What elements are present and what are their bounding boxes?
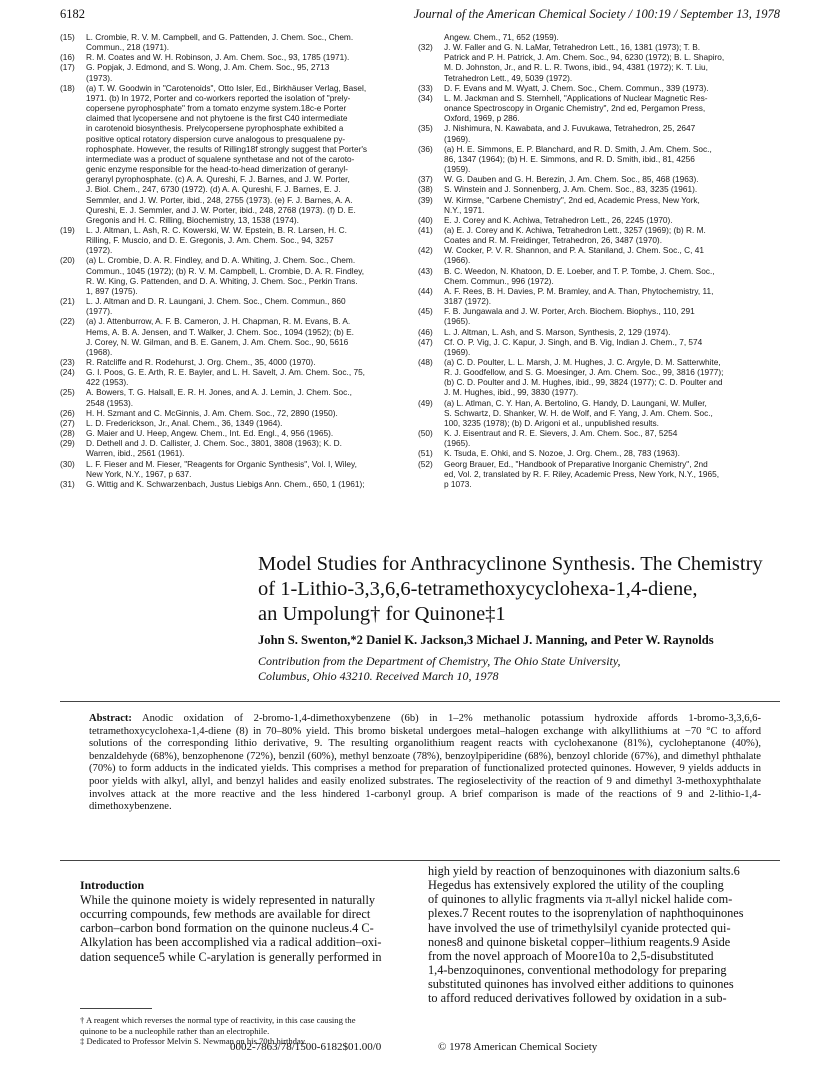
reference-entry xyxy=(418,327,780,337)
reference-entry xyxy=(418,357,780,398)
reference-number: (32) xyxy=(418,42,433,53)
reference-number: (42) xyxy=(418,245,433,256)
reference-number: (36) xyxy=(418,143,433,154)
reference-entry xyxy=(60,225,402,255)
page-number: 6182 xyxy=(60,7,85,21)
article-title: Model Studies for Anthracyclinone Synthesis. The Chemistry of 1-Lithio-3,3,6,6-tetramethoxycyclohexa-1,4-diene, an Umpolung† for Quinone‡1 xyxy=(258,553,763,625)
reference-entry xyxy=(418,428,780,448)
reference-number: (19) xyxy=(60,224,75,235)
reference-number: (34) xyxy=(418,92,433,103)
reference-text: G. Maier and U. Heep, Angew. Chem., Int. Ed. Engl., 4, 956 (1965). xyxy=(86,428,334,439)
reference-entry xyxy=(60,408,402,418)
reference-text: L. F. Fieser and M. Fieser, "Reagents for Organic Synthesis", Vol. I, Wiley, New York, N.Y., 1967, p 637. xyxy=(86,458,357,479)
reference-number: (30) xyxy=(60,458,75,469)
reference-text: L. D. Frederickson, Jr., Anal. Chem., 36, 1349 (1964). xyxy=(86,417,283,428)
reference-text: G. Wittig and K. Schwarzenbach, Justus Liebigs Ann. Chem., 650, 1 (1961); xyxy=(86,478,365,489)
reference-number: (37) xyxy=(418,174,433,185)
reference-text: (a) J. Attenburrow, A. F. B. Cameron, J. H. Chapman, R. M. Evans, B. A. Hems, A. B. A. Jensen, and T. Walker, J. Chem. Soc., 1094 (1952); (b) E. J. Corey, N. W. Gilman, and B. E. Ganem, J. Am. Chem. Soc., 90, 5616 (1968). xyxy=(86,316,354,357)
reference-number: (46) xyxy=(418,326,433,337)
footnote-line: ‡ Dedicated to Professor Melvin S. Newman on his 70th birthday. xyxy=(80,1036,307,1046)
reference-number: (45) xyxy=(418,306,433,317)
reference-number: (26) xyxy=(60,407,75,418)
reference-entry xyxy=(418,42,780,83)
reference-entry xyxy=(418,184,780,194)
reference-text: R. M. Coates and W. H. Robinson, J. Am. Chem. Soc., 93, 1785 (1971). xyxy=(86,52,350,63)
reference-text: F. B. Jungawala and J. W. Porter, Arch. Biochem. Biophys., 110, 291 (1965). xyxy=(444,306,695,327)
reference-text: S. Winstein and J. Sonnenberg, J. Am. Chem. Soc., 83, 3235 (1961). xyxy=(444,184,698,195)
reference-number: (47) xyxy=(418,336,433,347)
reference-entry xyxy=(60,418,402,428)
reference-entry xyxy=(418,448,780,458)
reference-text: J. Nishimura, N. Kawabata, and J. Fuvukawa, Tetrahedron, 25, 2647 (1969). xyxy=(444,123,696,144)
reference-text: A. Bowers, T. G. Halsall, E. R. H. Jones, and A. J. Lemin, J. Chem. Soc., 2548 (1953). xyxy=(86,387,352,408)
reference-text: W. Cocker, P. V. R. Shannon, and P. A. Staniland, J. Chem. Soc., C, 41 (1966). xyxy=(444,245,704,266)
reference-entry xyxy=(418,337,780,357)
reference-entry xyxy=(418,266,780,286)
reference-text: G. Popjak, J. Edmond, and S. Wong, J. Am. Chem. Soc., 95, 2713 (1973). xyxy=(86,62,330,83)
reference-number: (52) xyxy=(418,458,433,469)
reference-entry xyxy=(60,62,402,82)
page-footer xyxy=(230,1041,630,1057)
reference-text: K. Tsuda, E. Ohki, and S. Nozoe, J. Org. Chem., 28, 783 (1963). xyxy=(444,448,680,459)
reference-text: Angew. Chem., 71, 652 (1959). xyxy=(444,32,559,42)
reference-number: (40) xyxy=(418,214,433,225)
introduction-right-column: high yield by reaction of benzoquinones with diazonium salts.6 Hegedus has extensively explored the utility of the coupling of quinones to allylic fragments via π-allyl nickel halide com- plexes.7 Recent routes to the isoprenylation of naphthoquinones have involved the use of trimethylsilyl cyanide protected qui- nones8 and quinone bisketal copper–lithium reagents.9 Aside from the novel approach of Moore10a to 2,5-disubstituted 1,4-benzoquinones, conventional methodology for preparing substituted quinones has involved either additions to quinones to afford reduced derivatives followed by oxidation in a sub- xyxy=(428,864,744,1006)
reference-entry xyxy=(60,83,402,225)
reference-text: W. Kirmse, "Carbene Chemistry", 2nd ed, Academic Press, New York, N.Y., 1971. xyxy=(444,194,700,215)
reference-number: (23) xyxy=(60,357,75,367)
reference-text: H. H. Szmant and C. McGinnis, J. Am. Chem. Soc., 72, 2890 (1950). xyxy=(86,407,338,418)
reference-entry xyxy=(418,195,780,215)
reference-text: Cf. O. P. Vig, J. C. Kapur, J. Singh, and B. Vig, Indian J. Chem., 7, 574 (1969). xyxy=(444,336,703,357)
reference-number: (50) xyxy=(418,428,433,439)
article-affiliation: Contribution from the Department of Chemistry, The Ohio State University, Columbus, Ohio 43210. Received March 10, 1978 xyxy=(258,654,621,683)
reference-text: W. G. Dauben and G. H. Berezin, J. Am. Chem. Soc., 85, 468 (1963). xyxy=(444,174,699,185)
reference-entry xyxy=(418,144,780,174)
reference-entry xyxy=(60,428,402,438)
abstract xyxy=(89,713,761,814)
reference-entry xyxy=(60,296,402,316)
reference-entry xyxy=(60,479,402,489)
reference-text: E. J. Corey and K. Achiwa, Tetrahedron Lett., 26, 2245 (1970). xyxy=(444,214,673,225)
reference-entry xyxy=(418,174,780,184)
reference-text: J. W. Faller and G. N. LaMar, Tetrahedron Lett., 16, 1381 (1973); T. B. Patrick and P. H. Patrick, J. Am. Chem. Soc., 94, 6230 (1972); B. L. Shapiro, M. D. Johnston, Jr., and R. L. R. Twons, ibid., 94, 4381 (1972); K. T. Liu, Tetrahedron Lett., 49, 5039 (1972). xyxy=(444,42,725,83)
reference-text: D. Dethell and J. D. Callister, J. Chem. Soc., 3801, 3808 (1963); K. D. Warren, ibid., 2561 (1961). xyxy=(86,438,342,459)
reference-number: (18) xyxy=(60,82,75,93)
reference-text: (a) H. E. Simmons, E. P. Blanchard, and R. D. Smith, J. Am. Chem. Soc., 86, 1347 (1964); (b) H. E. Simmons, and R. D. Smith, ibid., 81, 4256 (1959). xyxy=(444,143,712,175)
reference-number: (51) xyxy=(418,448,433,459)
reference-text: A. F. Rees, B. H. Davies, P. M. Bramley, and A. Than, Phytochemistry, 11, 3187 (1972). xyxy=(444,285,714,307)
reference-entry xyxy=(60,357,402,367)
copyright-notice: © 1978 American Chemical Society xyxy=(438,1041,598,1053)
reference-number: (27) xyxy=(60,417,75,428)
reference-number: (29) xyxy=(60,438,75,449)
reference-text: L. Crombie, R. V. M. Campbell, and G. Pattenden, J. Chem. Soc., Chem. Commun., 218 (1971). xyxy=(86,32,354,53)
reference-number: (21) xyxy=(60,296,75,307)
reference-number: (24) xyxy=(60,367,75,378)
abstract-top-rule xyxy=(60,701,780,702)
reference-number: (22) xyxy=(60,316,75,327)
reference-number: (16) xyxy=(60,52,75,63)
reference-number: (17) xyxy=(60,62,75,73)
reference-number: (44) xyxy=(418,285,433,296)
footnote-line: quinone to be a nucleophile rather than an electrophile. xyxy=(80,1025,270,1036)
reference-text: B. C. Weedon, N. Khatoon, D. E. Loeber, and T. P. Tombe, J. Chem. Soc., Chem. Commun., 996 (1972). xyxy=(444,265,715,286)
reference-text: (a) C. D. Poulter, L. L. Marsh, J. M. Hughes, J. C. Argyle, D. M. Satterwhite, R. J. Goodfellow, and S. G. Moesinger, J. Am. Chem. Soc., 99, 3816 (1977); (b) C. D. Poulter and J. M. Hughes, ibid., 99, 3824 (1977); C. D. Poulter and J. M. Hughes, ibid., 99, 3830 (1977). xyxy=(444,357,724,398)
reference-number: (43) xyxy=(418,265,433,276)
article-authors: John S. Swenton,*2 Daniel K. Jackson,3 Michael J. Manning, and Peter W. Raynolds xyxy=(258,633,714,647)
reference-entry xyxy=(418,215,780,225)
reference-entry xyxy=(418,93,780,123)
references-right-column xyxy=(418,32,780,489)
reference-entry xyxy=(418,398,780,428)
reference-entry xyxy=(418,286,780,306)
reference-number: (48) xyxy=(418,357,433,367)
reference-text: (a) L. Atlman, C. Y. Han, A. Bertolino, G. Handy, D. Laungani, W. Muller, S. Schwartz, D. Shanker, W. H. de Wolf, and F. Yang, J. Am. Chem. Soc., 100, 3235 (1978); (b) D. Arigoni et al., unpublished results. xyxy=(444,397,713,428)
footnote-line: † A reagent which reverses the normal type of reactivity, in this case causing the xyxy=(80,1015,356,1025)
reference-number: (28) xyxy=(60,428,75,439)
reference-entry xyxy=(60,387,402,407)
reference-entry xyxy=(418,32,780,42)
reference-entry xyxy=(60,438,402,458)
introduction-heading: Introduction xyxy=(80,878,145,892)
reference-text: Georg Brauer, Ed., "Handbook of Preparative Inorganic Chemistry", 2nd ed, Vol. 2, translated by R. F. Riley, Academic Press, New York, N.Y., 1965, p 1073. xyxy=(444,458,720,489)
reference-number: (15) xyxy=(60,32,75,42)
reference-entry xyxy=(418,225,780,245)
abstract-bottom-rule xyxy=(60,860,780,861)
reference-text: (a) T. W. Goodwin in "Carotenoids", Otto Isler, Ed., Birkhäuser Verlag, Basel, 1971. (b) In 1972, Porter and co-workers reported the isolation of "prely- copersene pyrophosphate" from a tomato enzyme system.18c-e Porter claimed that lycopersene and not phytoene is the first C40 intermediate in carotenoid biosynthesis. Prelycopersene pyrophosphate exhibited a positive optical rotatory dispersion curve analogous to presqualene py- rophosphate. However, the results of Rilling18f strongly suggest that Porter's intermediate was a product of squalene synthetase and not of the caroto- genic enzyme responsible for the head-to-head dimerization of geranyl- geranyl pyrophosphate. (c) A. A. Qureshi, F. J. Barnes, and J. W. Porter, J. Biol. Chem., 247, 6730 (1972). (d) A. A. Qureshi, F. J. Barnes, E. J. Semmler, and J. W. Porter, ibid., 248, 2755 (1973). (e) F. J. Barnes, A. A. Qureshi, E. J. Semmler, and J. W. Porter, ibid., 248, 2768 (1973). (f) D. E. Gregonis and H. C. Rilling, Biochemistry, 13, 1538 (1974). xyxy=(86,82,368,225)
reference-number: (31) xyxy=(60,478,75,489)
reference-entry xyxy=(60,32,402,52)
page-header xyxy=(60,7,780,23)
reference-text: R. Ratcliffe and R. Rodehurst, J. Org. Chem., 35, 4000 (1970). xyxy=(86,357,316,367)
footnote-rule xyxy=(80,1008,152,1009)
reference-text: L. M. Jackman and S. Sternhell, "Applications of Nuclear Magnetic Res- onance Spectroscopy in Organic Chemistry", 2nd ed, Pergamon Press, Oxford, 1969, p 286. xyxy=(444,92,708,124)
reference-entry xyxy=(418,245,780,265)
reference-number: (25) xyxy=(60,387,75,398)
reference-number: (33) xyxy=(418,82,433,93)
reference-number: (35) xyxy=(418,123,433,134)
reference-text: L. J. Altman, L. Ash, R. C. Kowerski, W. W. Epstein, B. R. Larsen, H. C. Rilling, F. Muscio, and D. E. Gregonis, J. Am. Chem. Soc., 94, 3257 (1972). xyxy=(86,224,347,256)
reference-entry xyxy=(60,459,402,479)
reference-entry xyxy=(60,255,402,296)
reference-text: (a) L. Crombie, D. A. R. Findley, and D. A. Whiting, J. Chem. Soc., Chem. Commun., 1045 (1972); (b) R. V. M. Campbell, L. Crombie, D. A. R. Findley, R. W. King, G. Pattenden, and D. A. Whiting, J. Chem. Soc., Perkin Trans. 1, 897 (1975). xyxy=(86,255,365,296)
reference-text: G. I. Poos, G. E. Arth, R. E. Bayler, and L. H. Savelt, J. Am. Chem. Soc., 75, 422 (1953). xyxy=(86,367,365,388)
reference-number: (38) xyxy=(418,184,433,195)
reference-text: K. J. Eisentraut and R. E. Sievers, J. Am. Chem. Soc., 87, 5254 (1965). xyxy=(444,428,678,449)
reference-entry xyxy=(418,306,780,326)
reference-number: (41) xyxy=(418,224,433,235)
reference-text: L. J. Altman, L. Ash, and S. Marson, Synthesis, 2, 129 (1974). xyxy=(444,326,671,337)
reference-entry xyxy=(60,367,402,387)
reference-entry xyxy=(418,459,780,489)
references-left-column xyxy=(60,32,402,489)
reference-number: (20) xyxy=(60,255,75,266)
journal-running-head: Journal of the American Chemical Society / 100:19 / September 13, 1978 xyxy=(413,7,780,21)
abstract-label: Abstract: xyxy=(89,713,132,724)
introduction-left-column: While the quinone moiety is widely represented in naturally occurring compounds, few methods are available for direct carbon–carbon bond formation on the quinone nucleus.4 C- Alkylation has been accomplished via a radical addition–oxi- dation sequence5 while C-arylation is generally performed in xyxy=(80,893,382,964)
abstract-text: Anodic oxidation of 2-bromo-1,4-dimethoxybenzene (6b) in 1–2% methanolic potassium hydroxide affords 1-bromo-3,3,6,6-tetramethoxycyclohexa-1,4-diene (8) in 70–80% yield. This bromo bisketal undergoes metal–halogen exchange with alkyllithiums at −70 °C to afford solutions of the corresponding lithio derivative, 9. The resulting organolithium reagent reacts with cyclohexanone (81%), cycloheptanone (40%), benzaldehyde (68%), benzophenone (72%), benzil (60%), methyl benzoate (78%), benzoylpiperidine (68%), benzoyl chloride (67%), and dimethyl phthalate (70%) to form adducts in the indicated yields. This comprises a method for preparation of functionalized protected quinones. However, 9 yields adducts in poor yields with alkyl, allyl, and benzyl halides and easily enolized substrates. The regioselectivity of the reaction of 9 and dimethyl 3-methoxyphthalate involves attack at the more reactive and the less hindered 1-carbonyl group. A brief comparison is made of the reactions of 9 and 2-lithio-1,4-dimethoxybenzene. xyxy=(89,713,761,813)
issn-code: 0002-7863/78/1500-6182$01.00/0 xyxy=(230,1041,382,1053)
reference-text: (a) E. J. Corey and K. Achiwa, Tetrahedron Lett., 3257 (1969); (b) R. M. Coates and R. M. Freidinger, Tetrahedron, 26, 3487 (1970). xyxy=(444,224,706,246)
reference-entry xyxy=(418,83,780,93)
reference-text: L. J. Altman and D. R. Laungani, J. Chem. Soc., Chem. Commun., 860 (1977). xyxy=(86,296,346,317)
reference-number: (39) xyxy=(418,194,433,205)
reference-text: D. F. Evans and M. Wyatt, J. Chem. Soc., Chem. Commun., 339 (1973). xyxy=(444,82,709,93)
reference-entry xyxy=(60,316,402,357)
reference-number: (49) xyxy=(418,397,433,408)
reference-entry xyxy=(60,52,402,62)
reference-entry xyxy=(418,123,780,143)
